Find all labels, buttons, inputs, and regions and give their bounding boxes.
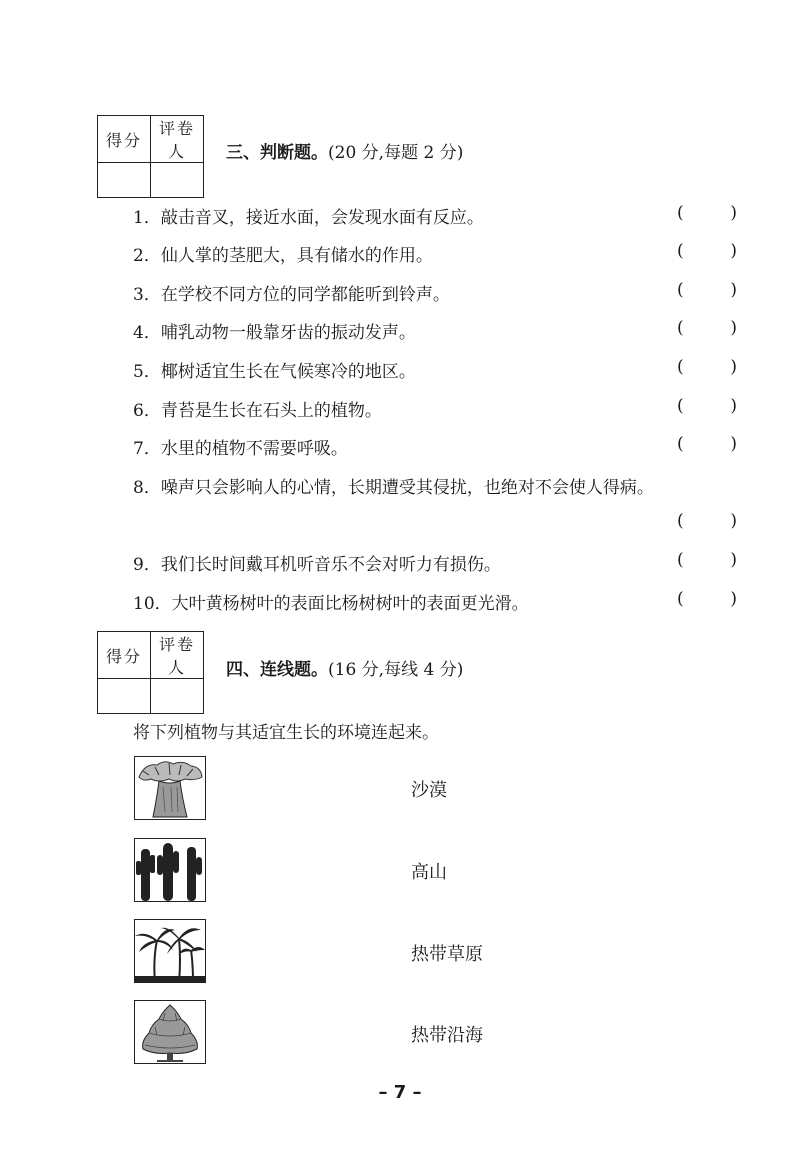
- environment-tropical-grassland[interactable]: 热带草原: [411, 944, 483, 965]
- question-5: 5．椰树适宜生长在气候寒冷的地区。: [133, 362, 416, 382]
- answer-paren-3[interactable]: ( ): [677, 280, 737, 300]
- environment-highland[interactable]: 高山: [411, 862, 447, 883]
- section4-instruction: 将下列植物与其适宜生长的环境连起来。: [133, 723, 439, 743]
- score-table-section3: [97, 115, 204, 198]
- question-7: 7．水里的植物不需要呼吸。: [133, 439, 348, 459]
- section4-title: 四、连线题。: [226, 660, 328, 680]
- answer-paren-1[interactable]: ( ): [677, 203, 737, 223]
- question-4: 4．哺乳动物一般靠牙齿的振动发声。: [133, 323, 416, 343]
- answer-paren-7[interactable]: ( ): [677, 434, 737, 454]
- answer-paren-5[interactable]: ( ): [677, 357, 737, 377]
- palm-trees-icon[interactable]: [134, 919, 206, 983]
- score-label: 得分: [98, 116, 151, 163]
- answer-paren-10[interactable]: ( ): [677, 589, 737, 609]
- question-6: 6．青苔是生长在石头上的植物。: [133, 401, 382, 421]
- section3-heading: [226, 138, 463, 163]
- score-cell[interactable]: [98, 163, 151, 198]
- section3-title: 三、判断题。: [226, 143, 328, 163]
- answer-paren-8[interactable]: ( ): [677, 511, 737, 531]
- grader-label: 评卷人: [151, 116, 204, 163]
- grader-label: 评卷人: [151, 632, 204, 679]
- pine-tree-icon[interactable]: [134, 1000, 206, 1064]
- section3-note: (20 分,每题 2 分): [328, 143, 464, 163]
- question-2: 2．仙人掌的茎肥大，具有储水的作用。: [133, 246, 433, 266]
- score-cell[interactable]: [98, 679, 151, 714]
- section4-note: (16 分,每线 4 分): [328, 660, 464, 680]
- grader-cell[interactable]: [151, 163, 204, 198]
- environment-tropical-coast[interactable]: 热带沿海: [411, 1025, 483, 1046]
- score-table-section4: [97, 631, 204, 714]
- baobab-tree-icon[interactable]: [134, 756, 206, 820]
- score-label: 得分: [98, 632, 151, 679]
- answer-paren-6[interactable]: ( ): [677, 396, 737, 416]
- answer-paren-2[interactable]: ( ): [677, 241, 737, 261]
- answer-paren-9[interactable]: ( ): [677, 550, 737, 570]
- question-10: 10．大叶黄杨树叶的表面比杨树树叶的表面更光滑。: [133, 594, 529, 614]
- page-number: – 7 –: [378, 1082, 422, 1103]
- grader-cell[interactable]: [151, 679, 204, 714]
- answer-paren-4[interactable]: ( ): [677, 318, 737, 338]
- question-8: 8．噪声只会影响人的心情，长期遭受其侵扰，也绝对不会使人得病。: [133, 478, 654, 498]
- question-9: 9．我们长时间戴耳机听音乐不会对听力有损伤。: [133, 555, 501, 575]
- question-3: 3．在学校不同方位的同学都能听到铃声。: [133, 285, 450, 305]
- cactus-icon[interactable]: [134, 838, 206, 902]
- question-1: 1．敲击音叉，接近水面，会发现水面有反应。: [133, 208, 484, 228]
- section4-heading: [226, 655, 463, 680]
- environment-desert[interactable]: 沙漠: [411, 780, 447, 801]
